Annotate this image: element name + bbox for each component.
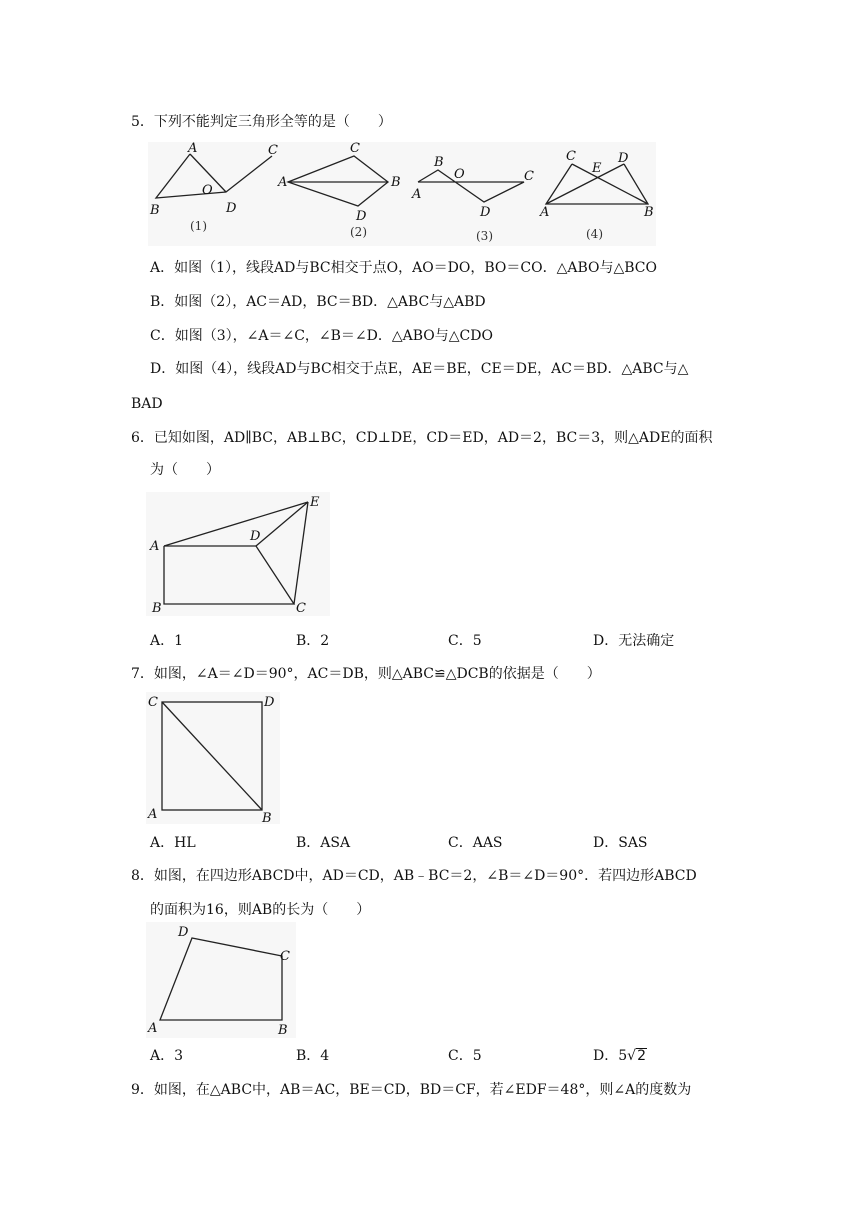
- q8-option-d: D．5√2: [593, 1048, 646, 1064]
- q5-f2-C: C: [350, 141, 360, 156]
- q6-label-C: C: [296, 601, 306, 616]
- q8-option-a: A．3: [150, 1048, 184, 1064]
- q7-label-D: D: [264, 695, 275, 710]
- q8-label-B: B: [278, 1023, 288, 1038]
- q5-f1-B: B: [150, 203, 160, 218]
- q5-f4-A: A: [540, 205, 550, 220]
- q5-f1-C: C: [268, 143, 278, 158]
- q7-option-d: D．SAS: [593, 835, 648, 851]
- q8-stem-line2: 的面积为16，则AB的长为（ ）: [150, 902, 371, 918]
- q8-label-C: C: [280, 949, 290, 964]
- q5-option-d: D．如图（4），线段AD与BC相交于点E，AE＝BE，CE＝DE，AC＝BD．△ABC与△: [150, 361, 689, 377]
- q8-label-A: A: [148, 1021, 158, 1036]
- q8-option-d-text: D．5: [593, 1048, 628, 1064]
- q8-figure: [146, 922, 296, 1038]
- q6-option-d: D．无法确定: [593, 633, 675, 649]
- q5-stem: 5．下列不能判定三角形全等的是（ ）: [131, 114, 392, 130]
- q7-label-B: B: [262, 811, 272, 826]
- q5-f3-B: B: [434, 155, 444, 170]
- q5-f4-B: B: [644, 205, 654, 220]
- q5-f2-D: D: [356, 209, 367, 224]
- q8-label-D: D: [178, 925, 189, 940]
- q5-f4-C: C: [566, 149, 576, 164]
- q5-f3-O: O: [454, 167, 465, 182]
- q6-option-b: B．2: [296, 633, 330, 649]
- q6-option-a: A．1: [150, 633, 184, 649]
- q6-stem-line1: 6．已知如图，AD∥BC，AB⊥BC，CD⊥DE，CD＝ED，AD＝2，BC＝3，则△ADE的面积: [131, 430, 713, 446]
- q6-option-c: C．5: [448, 633, 482, 649]
- q5-f1-A: A: [188, 141, 198, 156]
- q7-stem: 7．如图，∠A＝∠D＝90°，AC＝DB，则△ABC≌△DCB的依据是（ ）: [131, 666, 601, 682]
- q8-option-c: C．5: [448, 1048, 482, 1064]
- q5-f1-num: (1): [190, 219, 207, 233]
- q7-option-a: A．HL: [150, 835, 196, 851]
- q5-f3-num: (3): [476, 229, 493, 243]
- q6-figure: [146, 492, 330, 616]
- q5-option-d-cont: BAD: [131, 396, 163, 412]
- q6-label-D: D: [250, 529, 261, 544]
- q5-f1-D: D: [226, 201, 237, 216]
- q7-option-b: B．ASA: [296, 835, 351, 851]
- q5-option-a: A．如图（1），线段AD与BC相交于点O，AO＝DO，BO＝CO．△ABO与△BCO: [150, 260, 657, 276]
- q5-option-c: C．如图（3），∠A＝∠C，∠B＝∠D．△ABO与△CDO: [150, 328, 493, 344]
- q8-stem-line1: 8．如图，在四边形ABCD中，AD＝CD，AB﹣BC＝2，∠B＝∠D＝90°．若四边形ABCD: [131, 868, 697, 884]
- q5-f2-B: B: [391, 175, 401, 190]
- q9-stem: 9．如图，在△ABC中，AB＝AC，BE＝CD，BD＝CF，若∠EDF＝48°，则∠A的度数为: [131, 1082, 692, 1098]
- q5-f3-A: A: [412, 187, 422, 202]
- q6-label-E: E: [310, 495, 320, 510]
- q6-stem-line2: 为（ ）: [150, 462, 220, 478]
- q6-label-B: B: [152, 601, 162, 616]
- q5-f2-num: (2): [350, 225, 367, 239]
- q5-f4-D: D: [618, 151, 629, 166]
- q7-label-A: A: [148, 807, 158, 822]
- q7-option-c: C．AAS: [448, 835, 503, 851]
- q5-f2-A: A: [278, 175, 288, 190]
- q8-option-d-radicand: 2: [637, 1048, 646, 1064]
- q5-f4-num: (4): [586, 227, 603, 241]
- q8-option-b: B．4: [296, 1048, 330, 1064]
- q7-label-C: C: [148, 695, 158, 710]
- q5-f3-D: D: [480, 205, 491, 220]
- q5-f1-O: O: [202, 183, 213, 198]
- q5-option-b: B．如图（2），AC＝AD，BC＝BD．△ABC与△ABD: [150, 294, 486, 310]
- q5-f4-E: E: [592, 161, 602, 176]
- q5-figures: [148, 142, 656, 246]
- q5-f3-C: C: [524, 169, 534, 184]
- q7-figure: [146, 692, 280, 824]
- q6-label-A: A: [150, 539, 160, 554]
